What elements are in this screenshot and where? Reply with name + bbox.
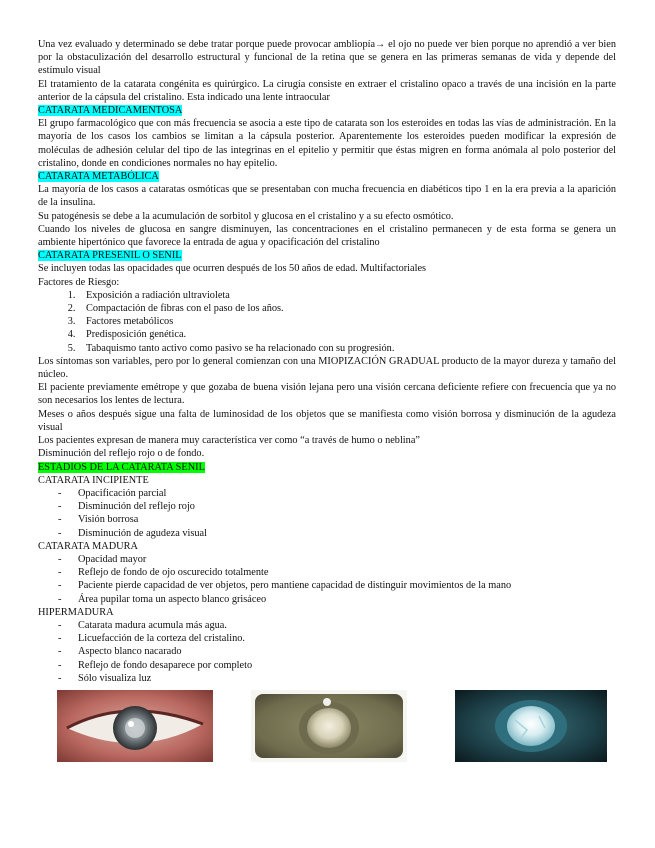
list-item: - Disminución del reflejo rojo <box>58 500 616 513</box>
metabolica-paragraph-2: Su patogénesis se debe a la acumulación de sorbitol y glucosa en el cristalino y a su efecto osmótico. <box>38 210 454 222</box>
list-item: - Aspecto blanco nacarado <box>58 645 616 658</box>
senil-paragraph-3: Meses o años después sigue una falta de luminosidad de los objetos que se manifiesta como visión borrosa y disminución de la agudeza visual <box>38 408 616 433</box>
document-page <box>38 38 616 685</box>
list-item: - Paciente pierde capacidad de ver objetos, pero mantiene capacidad de distinguir movimientos de la mano <box>58 579 616 592</box>
metabolica-paragraph-3: Cuando los niveles de glucosa en sangre disminuyen, las concentraciones en el cristalino permanecen y de esta forma se genera un ambiente hipertónico que favorece la entrada de agua y opacificación del cristalino <box>38 223 616 249</box>
list-item: - Reflejo de fondo desaparece por completo <box>58 659 616 672</box>
eye-photo-hypermature <box>455 690 607 762</box>
heading-senil: CATARATA PRESENIL O SENIL <box>38 250 182 262</box>
stage-list-incipiente <box>38 487 616 540</box>
medicamentosa-text: El grupo farmacológico que con más frecuencia se asocia a este tipo de catarata son los esteroides en todas las vías de administración. En la mayoría de los casos los cambios se limitan a la cápsula posterior. Aparentemente los esteroides pueden modificar la expresión de moléculas de adhesión celular del tipo de las integrinas en el epitelio y permitir que éstas migren en forma anómala al polo posterior del cristalino, donde en condiciones normales no hay epitelio. <box>38 118 616 169</box>
list-item: - Licuefacción de la corteza del cristalino. <box>58 632 616 645</box>
senil-intro: Se incluyen todas las opacidades que ocurren después de los 50 años de edad. Multifactoriales <box>38 263 427 275</box>
risk-factors-label: Factores de Riesgo: <box>38 276 120 288</box>
list-item: - Reflejo de fondo de ojo oscurecido totalmente <box>58 566 616 579</box>
stage-title-incipiente: CATARATA INCIPIENTE <box>38 474 149 486</box>
eye-photo-incipient <box>57 690 213 762</box>
senil-paragraph-2: El paciente previamente emétrope y que gozaba de buena visión lejana pero una visión cercana deficiente refiere con frecuencia que ya no son necesarios los lentes de lectura. <box>38 382 616 407</box>
intro-paragraph-1: Una vez evaluado y determinado se debe tratar porque puede provocar ambliopía→ el ojo no puede ver bien porque no aprendió a ver bien por la obstaculización del desarrollo estructural y funcional de la retina que se genera en las primeras semanas de vida y depende del estímulo visual <box>38 39 616 77</box>
intro-paragraph-2: El tratamiento de la catarata congénita es quirúrgico. La cirugía consiste en extraer el cristalino opaco a través de una incisión en la parte anterior de la cápsula del cristalino. Esta indicado una lente intraocular <box>38 78 616 103</box>
senil-paragraph-1: Los síntomas son variables, pero por lo general comienzan con una MIOPIZACIÓN GRADUAL producto de la mayor dureza y tamaño del núcleo. <box>38 355 616 381</box>
senil-paragraph-5: Disminución del reflejo rojo o de fondo. <box>38 448 205 460</box>
heading-medicamentosa: CATARATA MEDICAMENTOSA <box>38 105 183 117</box>
list-item: 1. Exposición a radiación ultravioleta <box>78 289 616 302</box>
stage-list-madura <box>38 553 616 606</box>
risk-factors-list <box>38 289 616 355</box>
list-item: - Opacificación parcial <box>58 487 616 500</box>
stage-title-madura: CATARATA MADURA <box>38 540 138 552</box>
list-item: - Disminución de agudeza visual <box>58 527 616 540</box>
heading-estadios: ESTADIOS DE LA CATARATA SENIL <box>38 461 205 473</box>
metabolica-paragraph-1: La mayoría de los casos a cataratas osmóticas que se presentaban con mucha frecuencia en diabéticos tipo 1 en la era previa a la aparición de la insulina. <box>38 184 616 209</box>
list-item: - Sólo visualiza luz <box>58 672 616 685</box>
list-item: - Catarata madura acumula más agua. <box>58 619 616 632</box>
list-item: 4. Predisposición genética. <box>78 328 616 341</box>
stage-title-hipermadura: HIPERMADURA <box>38 606 114 618</box>
eye-photo-mature <box>251 690 407 762</box>
list-item: - Visión borrosa <box>58 513 616 526</box>
list-item: 3. Factores metabólicos <box>78 315 616 328</box>
list-item: 5. Tabaquismo tanto activo como pasivo se ha relacionado con su progresión. <box>78 342 616 355</box>
list-item: 2. Compactación de fibras con el paso de los años. <box>78 302 616 315</box>
cataract-photos <box>57 690 607 762</box>
list-item: - Área pupilar toma un aspecto blanco grisáceo <box>58 593 616 606</box>
list-item: - Opacidad mayor <box>58 553 616 566</box>
senil-paragraph-4: Los pacientes expresan de manera muy característica ver como “a través de humo o neblina” <box>38 435 420 447</box>
stage-list-hipermadura <box>38 619 616 685</box>
heading-metabolica: CATARATA METABÓLICA <box>38 171 159 183</box>
